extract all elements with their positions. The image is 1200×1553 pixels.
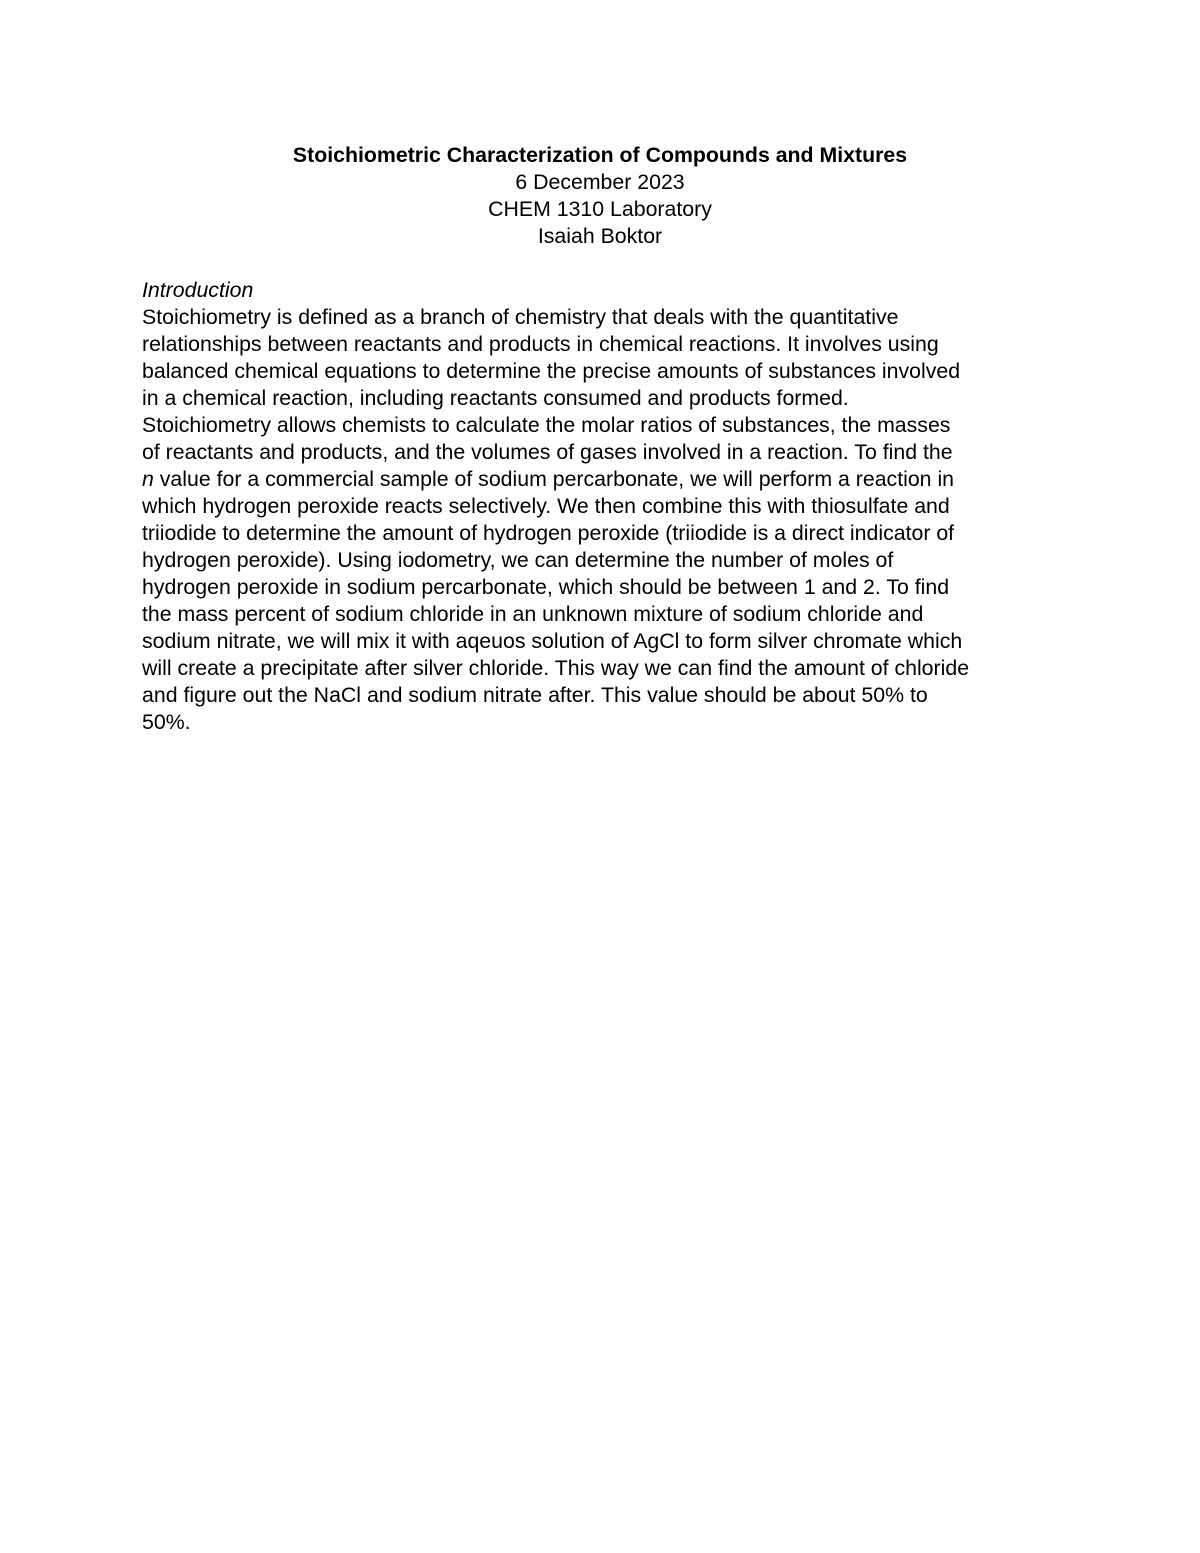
body-line: balanced chemical equations to determine the precise amounts of substances involved <box>142 359 961 383</box>
body-line: sodium nitrate, we will mix it with aqeuos solution of AgCl to form silver chromate which <box>142 629 963 653</box>
body-line: 50%. <box>142 710 191 734</box>
variable-n: n <box>142 467 154 491</box>
document-date: 6 December 2023 <box>515 170 685 194</box>
body-line: Stoichiometry is defined as a branch of chemistry that deals with the quantitative <box>142 305 899 329</box>
body-line: the mass percent of sodium chloride in an unknown mixture of sodium chloride and <box>142 602 924 626</box>
document-header <box>0 142 1200 250</box>
introduction-heading: Introduction <box>142 278 254 302</box>
introduction-section <box>142 277 1060 736</box>
variable-line-text: value for a commercial sample of sodium percarbonate, we will perform a reaction in <box>153 467 955 491</box>
body-line: of reactants and products, and the volumes of gases involved in a reaction. To find the <box>142 440 953 464</box>
body-line: will create a precipitate after silver chloride. This way we can find the amount of chloride <box>142 656 970 680</box>
body-line: relationships between reactants and products in chemical reactions. It involves using <box>142 332 939 356</box>
body-line: in a chemical reaction, including reactants consumed and products formed. <box>142 386 849 410</box>
course-name: CHEM 1310 Laboratory <box>488 197 712 221</box>
body-line: and figure out the NaCl and sodium nitrate after. This value should be about 50% to <box>142 683 928 707</box>
body-line: hydrogen peroxide). Using iodometry, we can determine the number of moles of <box>142 548 894 572</box>
body-line: triiodide to determine the amount of hydrogen peroxide (triiodide is a direct indicator of <box>142 521 955 545</box>
body-line: hydrogen peroxide in sodium percarbonate, which should be between 1 and 2. To find <box>142 575 950 599</box>
body-line-with-variable <box>142 466 1060 493</box>
introduction-body <box>142 304 1060 736</box>
author-name: Isaiah Boktor <box>537 224 663 248</box>
body-line: Stoichiometry allows chemists to calculate the molar ratios of substances, the masses <box>142 413 951 437</box>
document-title: Stoichiometric Characterization of Compounds and Mixtures <box>292 143 908 167</box>
body-line: which hydrogen peroxide reacts selectively. We then combine this with thiosulfate and <box>142 494 950 518</box>
